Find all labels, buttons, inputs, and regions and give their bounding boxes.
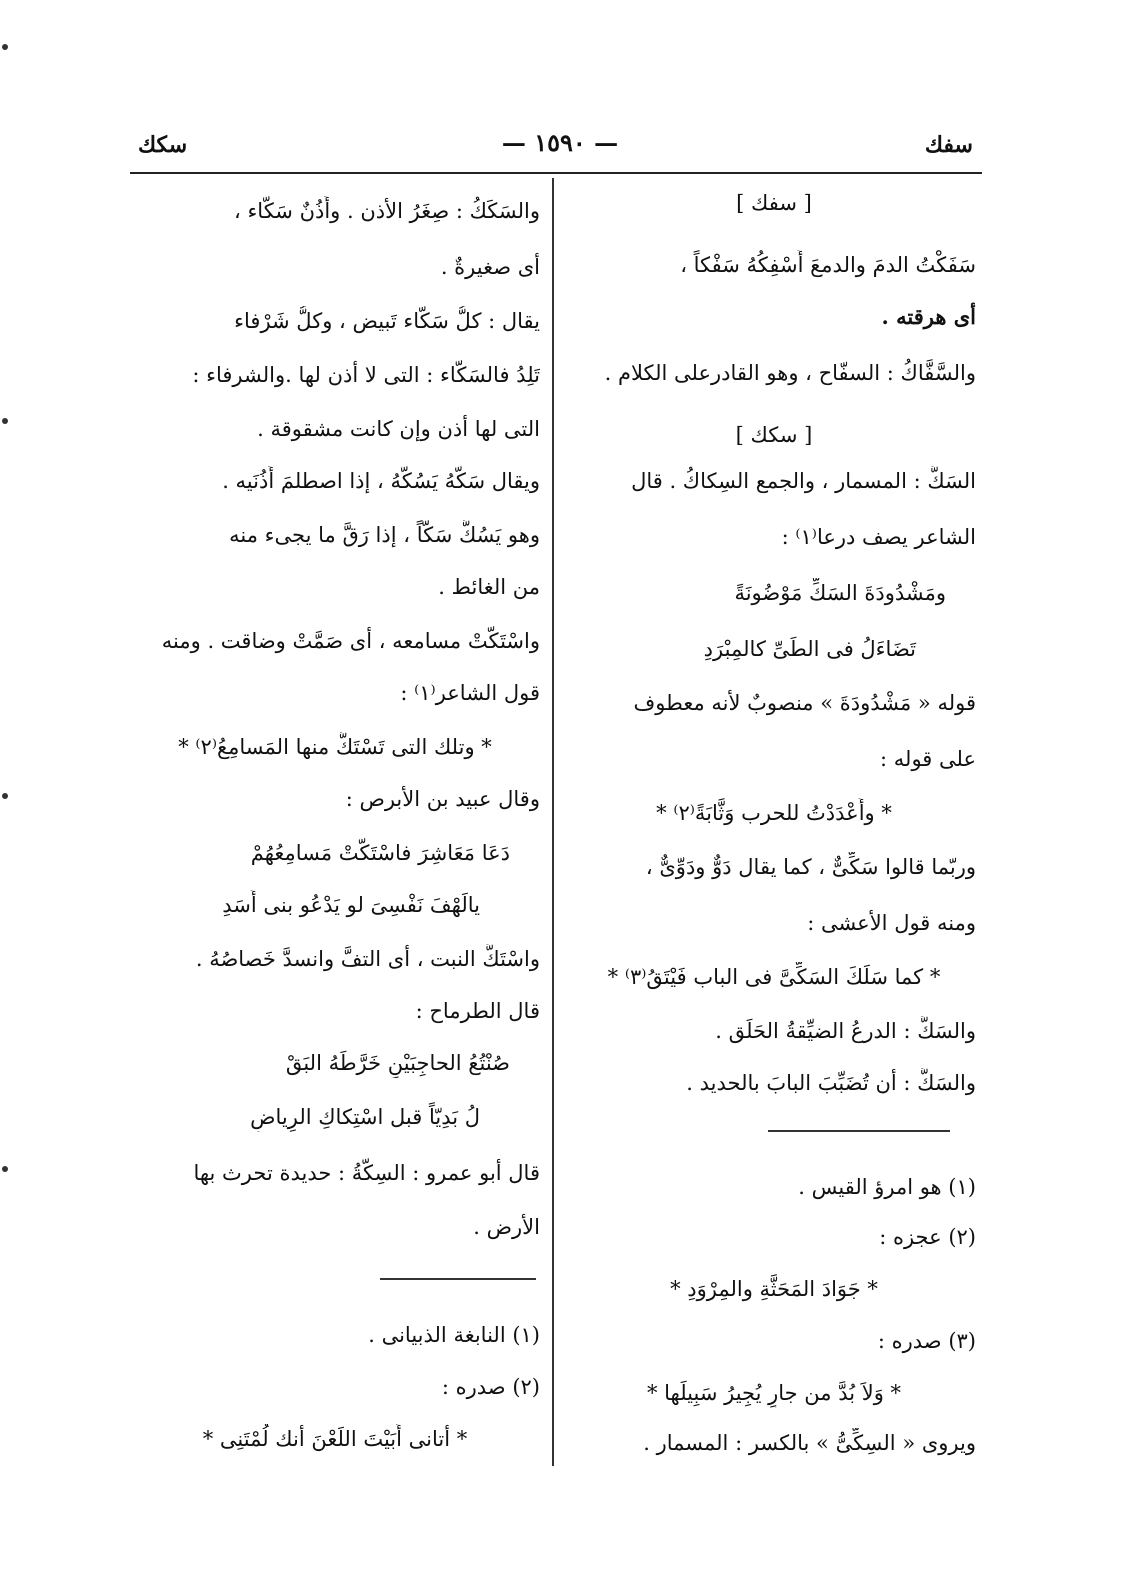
verse-line: صُنْتُعُ الحاجِبَيْنِ خَرَّطَهُ البَقْ xyxy=(285,1051,510,1075)
text-line: السَكُّ : المسمار ، والجمع السِكاكُ . قال xyxy=(631,469,976,493)
text-line: قوله « مَشْدُودَةَ » منصوبٌ لأنه معطوف xyxy=(633,691,976,715)
text-line: واسْتَكَّتْ مسامعه ، أى صَمَّتْ وضاقت . ومنه xyxy=(161,629,540,653)
text-line: وهو يَسُكُّ سَكّاً ، إذا رَقَّ ما يجىء منه xyxy=(229,523,540,547)
footnote: ويروى « السِكِّىُّ » بالكسر : المسمار . xyxy=(643,1431,976,1455)
margin-mark xyxy=(2,793,8,799)
entry-heading-sakak: [ سكك ] xyxy=(735,423,813,447)
verse-line: يالَهْفَ نَفْسِىَ لو يَدْعُو بنى أَسَدِ xyxy=(222,893,480,917)
text-line: قول الشاعر⁽١⁾ : xyxy=(400,681,540,705)
text-line: قال الطرماح : xyxy=(415,999,540,1023)
footnote-verse: * أتانى أَبَيْتَ اللَعْنَ أنك لُمْتَنِى * xyxy=(202,1427,468,1451)
text-line: أى صغيرةٌ . xyxy=(440,255,540,279)
text-line: ويقال سَكَّهُ يَسُكُّهُ ، إذا اصطلمَ أُذُنَيه . xyxy=(222,469,540,493)
header-root-word-right: سفك xyxy=(924,132,973,158)
verse-line: ومَشْدُودَةَ السَكِّ مَوْضُونَةً xyxy=(734,581,946,605)
left-column xyxy=(130,0,540,1580)
text-line: والسَّفَّاكُ : السفّاح ، وهو القادرعلى الكلام . xyxy=(604,361,976,385)
page-number: — ١٥٩٠ — xyxy=(501,128,619,157)
footnote-rule xyxy=(380,1278,536,1280)
text-line: الأرض . xyxy=(473,1215,540,1239)
footnote: (١) النابغة الذبيانى . xyxy=(368,1323,540,1347)
footnote: (٢) عجزه : xyxy=(879,1225,976,1249)
margin-mark xyxy=(2,418,8,424)
verse-line: * كما سَلَكَ السَكِّىَّ فى الباب فَيْتَقُ⁽٣⁾ * xyxy=(607,965,941,989)
text-line: من الغائط . xyxy=(438,575,540,599)
verse-line: لُ بَدِيّاً قبل اسْتِكاكِ الرِياضِ xyxy=(250,1105,480,1129)
right-column xyxy=(572,0,976,1580)
footnote-verse: * وَلاَ بُدَّ من جارٍ يُجِيرُ سَبِيلَها * xyxy=(646,1381,902,1405)
header-root-word-left: سكك xyxy=(138,132,188,158)
text-line: على قوله : xyxy=(880,747,976,771)
footnote-rule xyxy=(768,1130,950,1132)
text-line: تَلِدُ فالسَكَّاء : التى لا أذن لها .والشرفاء : xyxy=(192,363,540,387)
entry-heading-safak: [ سفك ] xyxy=(736,191,812,215)
text-line: واسْتَكَّ النبت ، أى التفَّ وانسدَّ خَصاصُهُ . xyxy=(195,947,540,971)
column-divider xyxy=(552,178,554,1466)
text-line: ومنه قول الأعشى : xyxy=(807,911,976,935)
footnote-verse: * جَوَادَ المَحَثَّةِ والمِرْوَدِ * xyxy=(670,1277,878,1301)
text-line: أى هرقته . xyxy=(881,304,976,329)
text-line: يقال : كلُّ سَكَّاء تَبيض ، وكلُّ شَرْفاء xyxy=(234,309,540,333)
text-line: والسَكُّ : الدرعُ الضيِّقةُ الحَلَق . xyxy=(715,1019,976,1043)
text-line: وربّما قالوا سَكِّىٌّ ، كما يقال دَوٌّ ودَوِّىٌّ ، xyxy=(645,855,976,879)
footnote: (٣) صدره : xyxy=(877,1329,976,1353)
verse-line: * وتلك التى تَسْتَكُّ منها المَسامِعُ⁽٢⁾ * xyxy=(178,735,492,759)
footnote: (٢) صدره : xyxy=(441,1375,540,1399)
verse-line: دَعَا مَعَاشِرَ فاسْتَكَّتْ مَسامِعُهُمْ xyxy=(250,841,510,865)
text-line: والسَكُّ : أن تُضَبِّبَ البابَ بالحديد . xyxy=(686,1071,976,1095)
verse-line: * وأَعْدَدْتُ للحرب وَثَّابَةً⁽٢⁾ * xyxy=(656,801,892,825)
margin-mark xyxy=(2,1166,8,1172)
verse-line: تَضَاءَلُ فى الطَىِّ كالمِبْرَدِ xyxy=(703,637,916,661)
margin-mark xyxy=(2,44,8,50)
text-line: سَفَكْتُ الدمَ والدمعَ أَسْفِكُهُ سَفْكاً ، xyxy=(680,253,976,277)
footnote: (١) هو امرؤ القيس . xyxy=(798,1175,976,1199)
text-line: التى لها أذن وإن كانت مشقوقة . xyxy=(257,417,540,441)
text-line: الشاعر يصف درعا⁽١⁾ : xyxy=(781,525,976,549)
text-line: قال أبو عمرو : السِكَّةُ : حديدة تحرث بها xyxy=(193,1161,540,1185)
text-line: وقال عبيد بن الأبرص : xyxy=(345,787,540,811)
text-line: والسَكَكُ : صِغَرُ الأذن . وأُذُنٌ سَكَّاء ، xyxy=(233,199,540,223)
